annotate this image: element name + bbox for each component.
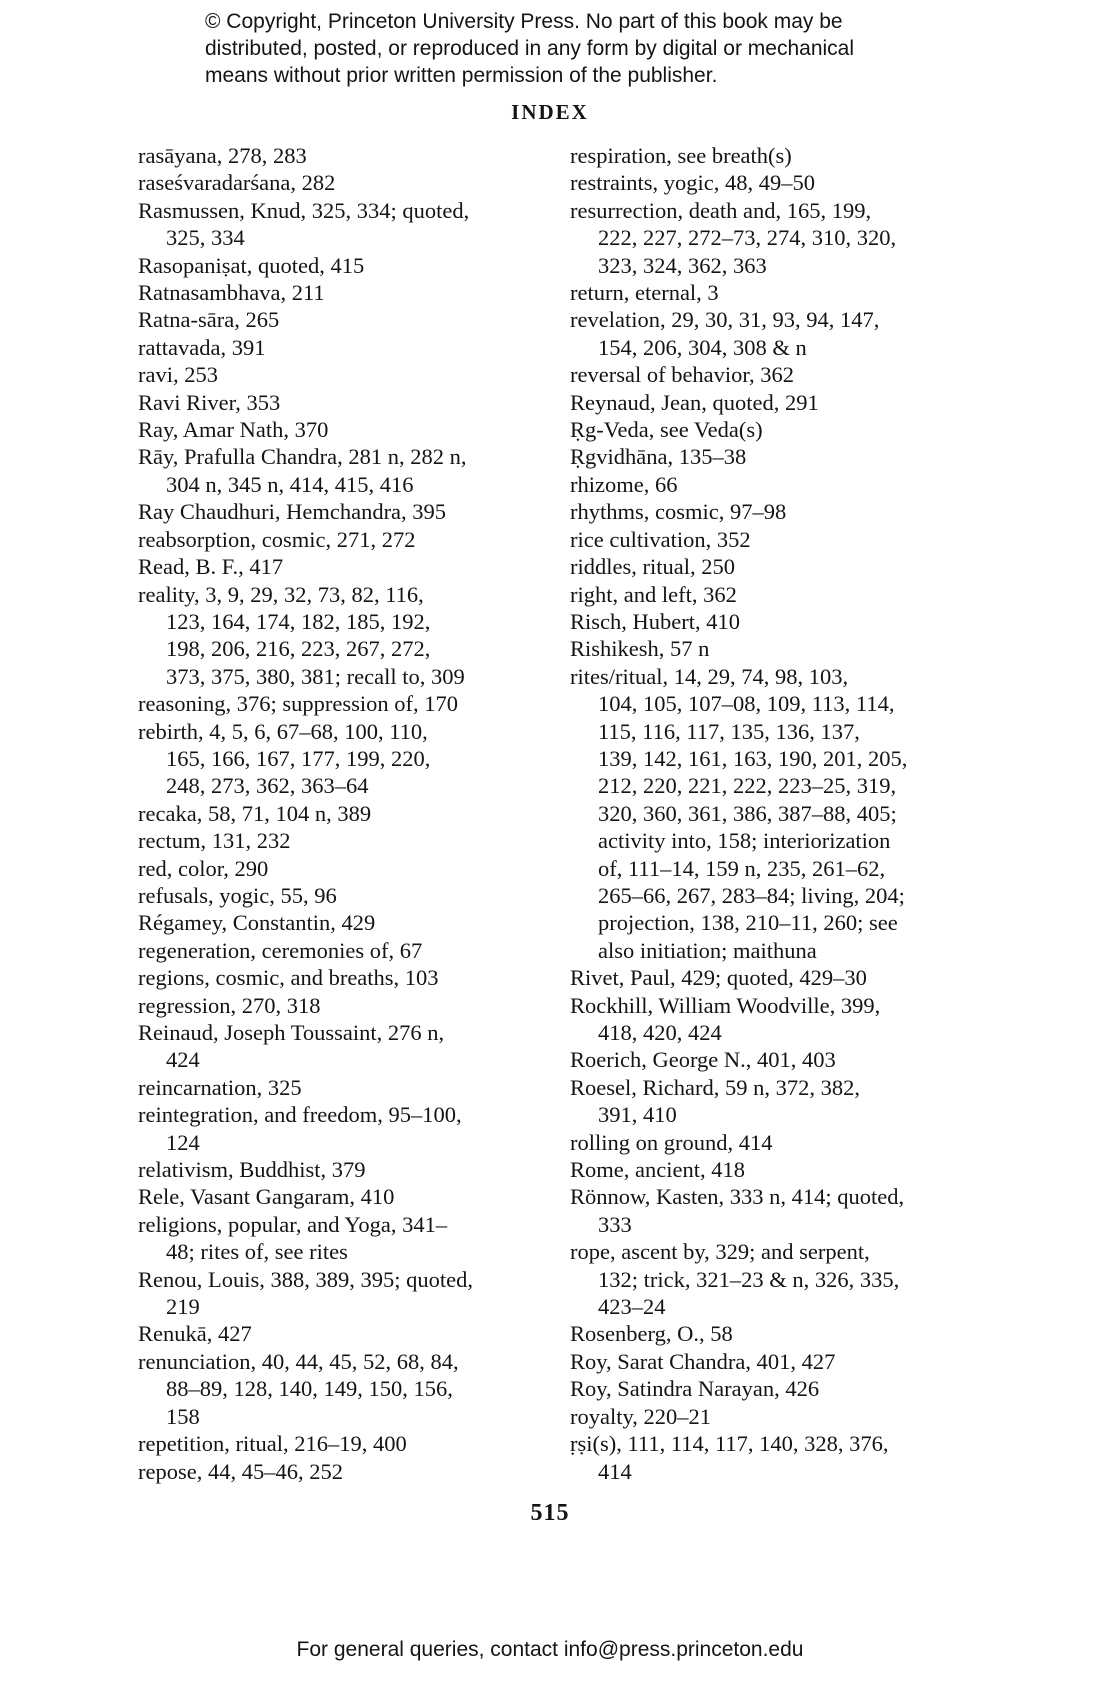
index-entry-term: Risch, Hubert, 410 xyxy=(570,608,740,634)
index-column-right xyxy=(570,142,1000,1485)
index-entry-term: Ravi River, 353 xyxy=(138,389,281,415)
index-entry xyxy=(138,553,543,580)
index-entry-continuation: 158 xyxy=(166,1403,200,1429)
index-entry-term: rolling on ground, 414 xyxy=(570,1129,773,1155)
index-entry-term: renunciation, 40, 44, 45, 52, 68, 84, xyxy=(138,1348,459,1374)
index-entry-term: Reinaud, Joseph Toussaint, 276 n, xyxy=(138,1020,445,1045)
index-entry xyxy=(138,964,543,991)
index-entry xyxy=(570,1238,1000,1320)
index-entry xyxy=(570,608,1000,635)
index-entry-term: rope, ascent by, 329; and serpent, xyxy=(570,1239,870,1265)
index-entry-continuation: 154, 206, 304, 308 & n xyxy=(598,334,807,360)
index-entry xyxy=(570,663,1000,964)
index-entry-continuation: projection, 138, 210–11, 260; see xyxy=(598,910,898,936)
index-entry-term: repetition, ritual, 216–19, 400 xyxy=(138,1431,407,1457)
index-entry xyxy=(570,471,1000,498)
index-entry-term: revelation, 29, 30, 31, 93, 94, 147, xyxy=(570,307,880,333)
index-entry-continuation: 265–66, 267, 283–84; living, 204; xyxy=(598,882,905,908)
index-entry-term: Rele, Vasant Gangaram, 410 xyxy=(138,1184,395,1210)
index-entry xyxy=(138,1019,543,1074)
index-entry-term: Read, B. F., 417 xyxy=(138,554,284,580)
index-entry-term: regression, 270, 318 xyxy=(138,992,321,1018)
index-entry-term: Rāy, Prafulla Chandra, 281 n, 282 n, xyxy=(138,444,467,470)
index-entry-term: ṛṣi(s), 111, 114, 117, 140, 328, 376, xyxy=(570,1431,889,1457)
index-entry xyxy=(570,443,1000,470)
index-entry-term: Renou, Louis, 388, 389, 395; quoted, xyxy=(138,1266,473,1292)
index-entry-term: rhythms, cosmic, 97–98 xyxy=(570,499,787,525)
index-entry xyxy=(570,306,1000,361)
index-entry-term: ravi, 253 xyxy=(138,362,218,388)
index-entry-term: rectum, 131, 232 xyxy=(138,828,291,854)
index-entry xyxy=(570,992,1000,1047)
index-entry-term: Ṛgvidhāna, 135–38 xyxy=(570,444,747,470)
index-entry-term: Rishikesh, 57 n xyxy=(570,636,710,662)
index-entry xyxy=(138,1348,543,1430)
index-entry xyxy=(570,553,1000,580)
index-entry-continuation: 212, 220, 221, 222, 223–25, 319, xyxy=(598,773,897,799)
index-entry-term: reversal of behavior, 362 xyxy=(570,362,795,388)
index-entry xyxy=(138,1101,543,1156)
index-entry-term: right, and left, 362 xyxy=(570,581,737,607)
index-entry-term: Roy, Sarat Chandra, 401, 427 xyxy=(570,1348,836,1374)
index-entry xyxy=(138,252,543,279)
index-entry-term: Rome, ancient, 418 xyxy=(570,1157,745,1183)
index-entry xyxy=(138,1458,543,1485)
index-entry xyxy=(138,909,543,936)
index-entry-term: restraints, yogic, 48, 49–50 xyxy=(570,170,815,196)
footer-contact: For general queries, contact info@press.princeton.edu xyxy=(296,1638,804,1661)
index-entry xyxy=(138,169,543,196)
index-entry-continuation: 320, 360, 361, 386, 387–88, 405; xyxy=(598,800,897,826)
index-entry-continuation: of, 111–14, 159 n, 235, 261–62, xyxy=(598,855,886,881)
index-entry xyxy=(138,855,543,882)
index-entry-term: reasoning, 376; suppression of, 170 xyxy=(138,691,458,717)
index-entry-term: Rasmussen, Knud, 325, 334; quoted, xyxy=(138,197,470,223)
index-entry xyxy=(138,334,543,361)
index-entry-continuation: 165, 166, 167, 177, 199, 220, xyxy=(166,745,431,771)
index-entry-term: return, eternal, 3 xyxy=(570,280,719,306)
index-entry-continuation: 104, 105, 107–08, 109, 113, 114, xyxy=(598,691,895,717)
index-entry-term: Roerich, George N., 401, 403 xyxy=(570,1047,836,1073)
index-entry xyxy=(570,1430,1000,1485)
index-entry-continuation: 325, 334 xyxy=(166,225,245,251)
index-entry-term: Renukā, 427 xyxy=(138,1321,252,1347)
index-entry-term: rebirth, 4, 5, 6, 67–68, 100, 110, xyxy=(138,718,428,744)
page-title: INDEX xyxy=(511,100,589,124)
index-entry-term: rites/ritual, 14, 29, 74, 98, 103, xyxy=(570,663,849,689)
index-entry-continuation: 248, 273, 362, 363–64 xyxy=(166,773,369,799)
index-entry-term: rhizome, 66 xyxy=(570,471,678,497)
index-entry-term: resurrection, death and, 165, 199, xyxy=(570,197,872,223)
index-entry xyxy=(138,526,543,553)
index-entry-term: royalty, 220–21 xyxy=(570,1403,712,1429)
index-entry xyxy=(138,1430,543,1457)
index-entry-term: regeneration, ceremonies of, 67 xyxy=(138,937,423,963)
index-entry-continuation: 48; rites of, see rites xyxy=(166,1239,348,1265)
index-entry xyxy=(138,1211,543,1266)
index-entry-term: rasāyana, 278, 283 xyxy=(138,143,307,168)
index-entry-term: reintegration, and freedom, 95–100, xyxy=(138,1102,462,1128)
index-entry-continuation: 333 xyxy=(598,1211,632,1237)
index-entry-continuation: 139, 142, 161, 163, 190, 201, 205, xyxy=(598,745,908,771)
index-entry xyxy=(138,279,543,306)
index-entry xyxy=(570,1129,1000,1156)
index-entry xyxy=(570,1320,1000,1347)
index-entry xyxy=(570,498,1000,525)
index-entry-term: Régamey, Constantin, 429 xyxy=(138,910,376,936)
index-entry-continuation: 219 xyxy=(166,1294,200,1320)
index-entry-continuation: 222, 227, 272–73, 274, 310, 320, xyxy=(598,225,897,251)
index-entry xyxy=(570,169,1000,196)
index-entry xyxy=(570,1074,1000,1129)
index-entry-term: recaka, 58, 71, 104 n, 389 xyxy=(138,800,372,826)
index-entry-continuation: 414 xyxy=(598,1458,632,1484)
index-entry xyxy=(570,142,1000,169)
index-entry xyxy=(138,1074,543,1101)
index-entry-continuation: 88–89, 128, 140, 149, 150, 156, xyxy=(166,1376,453,1402)
copyright-line: © Copyright, Princeton University Press. No part of this book may be xyxy=(205,10,843,33)
index-entry-term: religions, popular, and Yoga, 341– xyxy=(138,1211,448,1237)
index-entry-continuation: 423–24 xyxy=(598,1294,666,1320)
index-entry-term: refusals, yogic, 55, 96 xyxy=(138,882,337,908)
index-entry-term: respiration, see breath(s) xyxy=(570,143,792,168)
index-entry-term: Roesel, Richard, 59 n, 372, 382, xyxy=(570,1074,860,1100)
index-entry-continuation: 198, 206, 216, 223, 267, 272, xyxy=(166,636,431,662)
index-entry-term: reabsorption, cosmic, 271, 272 xyxy=(138,526,416,552)
index-entry xyxy=(138,498,543,525)
index-entry-term: riddles, ritual, 250 xyxy=(570,554,735,580)
index-entry-term: reincarnation, 325 xyxy=(138,1074,302,1100)
index-entry xyxy=(570,635,1000,662)
index-entry xyxy=(570,1348,1000,1375)
copyright-notice xyxy=(205,8,965,89)
index-entry-continuation: 323, 324, 362, 363 xyxy=(598,252,767,278)
index-entry xyxy=(570,526,1000,553)
index-entry-term: Rasopaniṣat, quoted, 415 xyxy=(138,252,365,278)
index-entry xyxy=(570,197,1000,279)
index-entry-continuation: 391, 410 xyxy=(598,1102,677,1128)
index-entry-term: rice cultivation, 352 xyxy=(570,526,751,552)
index-entry xyxy=(570,1403,1000,1430)
index-entry xyxy=(570,1375,1000,1402)
index-entry xyxy=(570,416,1000,443)
index-entry-continuation: 373, 375, 380, 381; recall to, 309 xyxy=(166,663,465,689)
index-entry xyxy=(138,718,543,800)
index-entry xyxy=(138,1320,543,1347)
index-entry-term: Roy, Satindra Narayan, 426 xyxy=(570,1376,820,1402)
copyright-line: distributed, posted, or reproduced in any form by digital or mechanical xyxy=(205,37,855,60)
index-entry-term: raseśvaradarśana, 282 xyxy=(138,170,336,196)
index-entry-term: regions, cosmic, and breaths, 103 xyxy=(138,965,439,991)
index-entry-term: Rosenberg, O., 58 xyxy=(570,1321,733,1347)
index-entry xyxy=(138,992,543,1019)
index-entry xyxy=(570,389,1000,416)
index-entry-term: Ray Chaudhuri, Hemchandra, 395 xyxy=(138,499,447,525)
index-entry xyxy=(570,1046,1000,1073)
index-entry xyxy=(138,443,543,498)
index-entry-continuation: 124 xyxy=(166,1129,200,1155)
index-entry xyxy=(138,800,543,827)
index-entry xyxy=(138,142,543,169)
index-entry-term: Rönnow, Kasten, 333 n, 414; quoted, xyxy=(570,1184,905,1210)
index-entry xyxy=(138,1266,543,1321)
index-entry-term: Ratna-sāra, 265 xyxy=(138,307,280,333)
index-entry-term: Rivet, Paul, 429; quoted, 429–30 xyxy=(570,965,867,991)
index-entry xyxy=(570,279,1000,306)
index-entry-continuation: 123, 164, 174, 182, 185, 192, xyxy=(166,608,431,634)
index-entry xyxy=(138,1183,543,1210)
index-entry-term: Reynaud, Jean, quoted, 291 xyxy=(570,389,819,415)
index-entry-term: Rockhill, William Woodville, 399, xyxy=(570,992,881,1018)
index-entry xyxy=(138,937,543,964)
index-entry xyxy=(138,827,543,854)
index-entry xyxy=(138,197,543,252)
index-entry-term: Ray, Amar Nath, 370 xyxy=(138,417,329,443)
index-entry xyxy=(138,581,543,691)
index-entry-term: repose, 44, 45–46, 252 xyxy=(138,1458,343,1484)
index-entry xyxy=(138,306,543,333)
index-entry-continuation: 132; trick, 321–23 & n, 326, 335, xyxy=(598,1266,900,1292)
index-entry xyxy=(138,361,543,388)
index-entry xyxy=(570,581,1000,608)
index-entry-term: Ratnasambhava, 211 xyxy=(138,280,325,306)
index-column-left xyxy=(138,142,543,1485)
index-entry xyxy=(570,1156,1000,1183)
index-entry-continuation: 424 xyxy=(166,1047,200,1073)
index-entry-term: reality, 3, 9, 29, 32, 73, 82, 116, xyxy=(138,581,424,607)
index-entry xyxy=(570,361,1000,388)
index-entry-term: rattavada, 391 xyxy=(138,334,266,360)
index-entry-continuation: 115, 116, 117, 135, 136, 137, xyxy=(598,718,860,744)
index-entry xyxy=(138,690,543,717)
index-entry-term: relativism, Buddhist, 379 xyxy=(138,1157,366,1183)
index-entry-continuation: also initiation; maithuna xyxy=(598,937,817,963)
index-entry xyxy=(138,389,543,416)
copyright-line: means without prior written permission of the publisher. xyxy=(205,64,718,87)
index-entry xyxy=(570,964,1000,991)
index-entry-continuation: activity into, 158; interiorization xyxy=(598,828,891,854)
index-entry xyxy=(138,416,543,443)
index-entry xyxy=(570,1183,1000,1238)
index-entry-term: red, color, 290 xyxy=(138,855,269,881)
index-entry xyxy=(138,1156,543,1183)
index-entry-continuation: 304 n, 345 n, 414, 415, 416 xyxy=(166,471,414,497)
page-number: 515 xyxy=(530,1500,570,1526)
index-entry xyxy=(138,882,543,909)
index-entry-term: Ṛg-Veda, see Veda(s) xyxy=(570,417,763,443)
index-entry-continuation: 418, 420, 424 xyxy=(598,1020,722,1045)
